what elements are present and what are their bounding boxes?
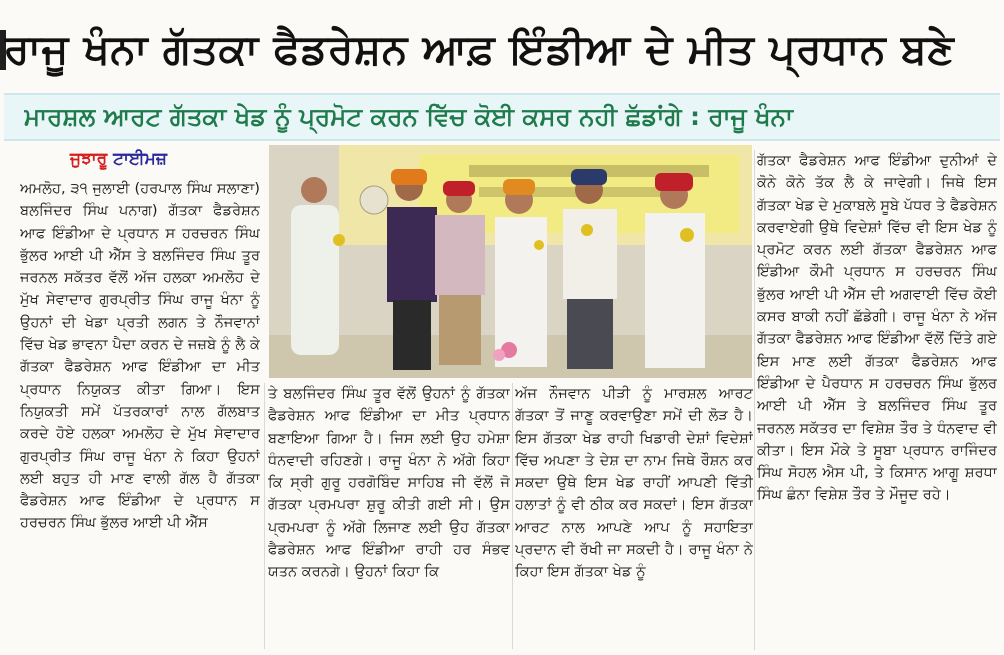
article-column-mid1 xyxy=(268,383,510,649)
subhead: ਮਾਰਸ਼ਲ ਆਰਟ ਗੱਤਕਾ ਖੇਡ ਨੂੰ ਪ੍ਰਮੋਟ ਕਰਨ ਵਿੱਚ ਕੋਈ ਕਸਰ ਨਹੀ ਛੱਡਾਂਗੇ : ਰਾਜੂ ਖੰਨਾ xyxy=(24,102,793,131)
event-photo xyxy=(269,145,752,378)
brand-part-1: ਜੁਝਾਰੂ xyxy=(70,149,108,169)
headline: ਰਾਜੂ ਖੰਨਾ ਗੱਤਕਾ ਫੈਡਰੇਸ਼ਨ ਆਫ਼ ਇੰਡੀਆ ਦੇ ਮੀਤ ਪ੍ਰਧਾਨ ਬਣੇ xyxy=(4,25,955,73)
article-column-left xyxy=(20,178,260,648)
article-column-right xyxy=(757,150,997,650)
brand-logo xyxy=(70,146,167,172)
article-text-left: ਅਮਲੋਹ, ੩੧ ਜੁਲਾਈ (ਹਰਪਾਲ ਸਿੰਘ ਸਲਾਣਾ) ਬਲਜਿੰਦਰ ਸਿੰਘ ਪਨਾਗ) ਗੱਤਕਾ ਫੈਡਰੇਸ਼ਨ ਆਫ ਇੰਡੀਆ ਦੇ ਪ੍ਰਧਾਨ ਸ ਹਰਚਰਨ ਸਿੰਘ ਭੁੱਲਰ ਆਈ ਪੀ ਐੱਸ ਤੇ ਬਲਜਿੰਦਰ ਸਿੰਘ ਤੂਰ ਜਰਨਲ ਸਕੱਤਰ ਵੱਲੋਂ ਅੱਜ ਹਲਕਾ ਅਮਲੋਹ ਦੇ ਮੁੱਖ ਸੇਵਾਦਾਰ ਗੁਰਪ੍ਰੀਤ ਸਿੰਘ ਰਾਜੂ ਖੰਨਾ ਨੂੰ ਉਹਨਾਂ ਦੀ ਖੇਡਾ ਪ੍ਰਤੀ ਲਗਨ ਤੇ ਨੌਜਵਾਨਾਂ ਵਿੱਚ ਖੇਡ ਭਾਵਨਾ ਪੈਦਾ ਕਰਨ ਦੇ ਜਜ਼ਬੇ ਨੂੰ ਲੈ ਕੇ ਗੱਤਕਾ ਫੈਡਰੇਸ਼ਨ ਆਫ ਇੰਡੀਆ ਦਾ ਮੀਤ ਪ੍ਰਧਾਨ ਨਿਯੁਕਤ ਕੀਤਾ ਗਿਆ। ਇਸ ਨਿਯੁਕਤੀ ਸਮੇਂ ਪੱਤਰਕਾਰਾਂ ਨਾਲ ਗੱਲਬਾਤ ਕਰਦੇ ਹੋਏ ਹਲਕਾ ਅਮਲੋਹ ਦੇ ਮੁੱਖ ਸੇਵਾਦਾਰ ਗੁਰਪ੍ਰੀਤ ਸਿੰਘ ਰਾਜੂ ਖੰਨਾ ਨੇ ਕਿਹਾ ਉਹਨਾਂ ਲਈ ਬਹੁਤ ਹੀ ਮਾਣ ਵਾਲੀ ਗੱਲ ਹੈ ਗੱਤਕਾ ਫੈਡਰੇਸ਼ਨ ਆਫ ਇੰਡੀਆ ਦੇ ਪ੍ਰਧਾਨ ਸ ਹਰਚਰਨ ਸਿੰਘ ਭੁੱਲਰ ਆਈ ਪੀ ਐੱਸ xyxy=(20,180,260,532)
article-text-mid2: ਅੱਜ ਨੌਜਵਾਨ ਪੀੜੀ ਨੂੰ ਮਾਰਸ਼ਲ ਆਰਟ ਗੱਤਕਾ ਤੋਂ ਜਾਣੂ ਕਰਵਾਉਣਾ ਸਮੇਂ ਦੀ ਲੋੜ ਹੈ। ਇਸ ਗੱਤਕਾ ਖੇਡ ਰਾਹੀ ਖਿਡਾਰੀ ਦੇਸ਼ਾਂ ਵਿਦੇਸ਼ਾਂ ਵਿੱਚ ਅਪਣਾ ਤੇ ਦੇਸ਼ ਦਾ ਨਾਮ ਜਿਥੇ ਰੌਸ਼ਨ ਕਰ ਸਕਦਾ ਉਥੇ ਇਸ ਖੇਡ ਰਾਹੀਂ ਆਪਣੀ ਵਿੱਤੀ ਹਲਾਤਾਂ ਨੂੰ ਵੀ ਠੀਕ ਕਰ ਸਕਦਾਂ। ਇਸ ਗੱਤਕਾ ਆਰਟ ਨਾਲ ਆਪਣੇ ਆਪ ਨੂੰ ਸਹਾਇਤਾ ਪ੍ਰਦਾਨ ਵੀ ਰੱਖੀ ਜਾ ਸਕਦੀ ਹੈ। ਰਾਜੂ ਖੰਨਾ ਨੇ ਕਿਹਾ ਇਸ ਗੱਤਕਾ ਖੇਡ ਨੂੰ xyxy=(515,385,753,581)
article-text-mid1: ਤੇ ਬਲਜਿੰਦਰ ਸਿੰਘ ਤੂਰ ਵੱਲੋਂ ਉਹਨਾਂ ਨੂੰ ਗੱਤਕਾ ਫੈਡਰੇਸ਼ਨ ਆਫ ਇੰਡੀਆ ਦਾ ਮੀਤ ਪ੍ਰਧਾਨ ਬਣਾਇਆ ਗਿਆ ਹੈ। ਜਿਸ ਲਈ ਉਹ ਹਮੇਸ਼ਾ ਧੰਨਵਾਦੀ ਰਹਿਣਗੇ। ਰਾਜੂ ਖੰਨਾ ਨੇ ਅੱਗੇ ਕਿਹਾ ਕਿ ਸ੍ਰੀ ਗੁਰੂ ਹਰਗੋਬਿੰਦ ਸਾਹਿਬ ਜੀ ਵੱਲੋਂ ਜੋ ਗੱਤਕਾ ਪ੍ਰਮਪਰਾ ਸ਼ੁਰੂ ਕੀਤੀ ਗਈ ਸੀ। ਉਸ ਪ੍ਰਮਪਰਾ ਨੂੰ ਅੱਗੇ ਲਿਜਾਣ ਲਈ ਉਹ ਗੱਤਕਾ ਫੈਡਰੇਸ਼ਨ ਆਫ ਇੰਡੀਆ ਰਾਹੀ ਹਰ ਸੰਭਵ ਯਤਨ ਕਰਨਗੇ। ਉਹਨਾਂ ਕਿਹਾ ਕਿ xyxy=(268,385,510,581)
column-divider xyxy=(264,383,265,649)
subhead-banner xyxy=(4,93,1000,141)
column-divider xyxy=(512,383,513,649)
article-column-mid2 xyxy=(515,383,753,649)
brand-part-2: ਟਾਈਮਜ਼ xyxy=(113,149,167,169)
event-photo-illustration xyxy=(269,145,752,378)
column-divider xyxy=(754,150,755,650)
article-text-right: ਗੱਤਕਾ ਫੈਡਰੇਸ਼ਨ ਆਫ ਇੰਡੀਆ ਦੁਨੀਆਂ ਦੇ ਕੋਨੇ ਕੋਨੇ ਤੱਕ ਲੈ ਕੇ ਜਾਵੇਗੀ। ਜਿਥੇ ਇਸ ਗੱਤਕਾ ਖੇਡ ਦੇ ਮੁਕਾਬਲੇ ਸੂਬੇ ਪੱਧਰ ਤੇ ਫੈਡਰੇਸ਼ਨ ਕਰਵਾਏਗੀ ਉਥੇ ਵਿਦੇਸ਼ਾਂ ਵਿੱਚ ਵੀ ਇਸ ਖੇਡ ਨੂੰ ਪ੍ਰਮੋਟ ਕਰਨ ਲਈ ਗੱਤਕਾ ਫੈਡਰੇਸ਼ਨ ਆਫ ਇੰਡੀਆ ਕੌਮੀ ਪ੍ਰਧਾਨ ਸ ਹਰਚਰਨ ਸਿੰਘ ਭੁੱਲਰ ਆਈ ਪੀ ਐੱਸ ਦੀ ਅਗਵਾਈ ਵਿੱਚ ਕੋਈ ਕਸਰ ਬਾਕੀ ਨਹੀਂ ਛੱਡੇਗੀ। ਰਾਜੂ ਖੰਨਾ ਨੇ ਅੱਜ ਗੱਤਕਾ ਫੈਡਰੇਸ਼ਨ ਆਫ ਇੰਡੀਆ ਵੱਲੋਂ ਦਿੱਤੇ ਗਏ ਇਸ ਮਾਣ ਲਈ ਗੱਤਕਾ ਫੈਡਰੇਸ਼ਨ ਆਫ ਇੰਡੀਆ ਦੇ ਪੈਰਧਾਨ ਸ ਹਰਚਰਨ ਸਿੰਘ ਭੁੱਲਰ ਆਈ ਪੀ ਐੱਸ ਤੇ ਬਲਜਿੰਦਰ ਸਿੰਘ ਤੂਰ ਜਰਨਲ ਸਕੱਤਰ ਦਾ ਵਿਸ਼ੇਸ਼ ਤੌਰ ਤੇ ਧੰਨਵਾਦ ਵੀ ਕੀਤਾ। ਇਸ ਮੌਕੇ ਤੇ ਸੂਬਾ ਪ੍ਰਧਾਨ ਰਾਜਿੰਦਰ ਸਿੰਘ ਸੋਹਲ ਐਸ ਪੀ, ਤੇ ਕਿਸਾਨ ਆਗੂ ਸ਼ਰਧਾ ਸਿੰਘ ਛੰਨਾ ਵਿਸ਼ੇਸ਼ ਤੌਰ ਤੇ ਮੌਜੂਦ ਰਹੇ। xyxy=(757,152,997,504)
